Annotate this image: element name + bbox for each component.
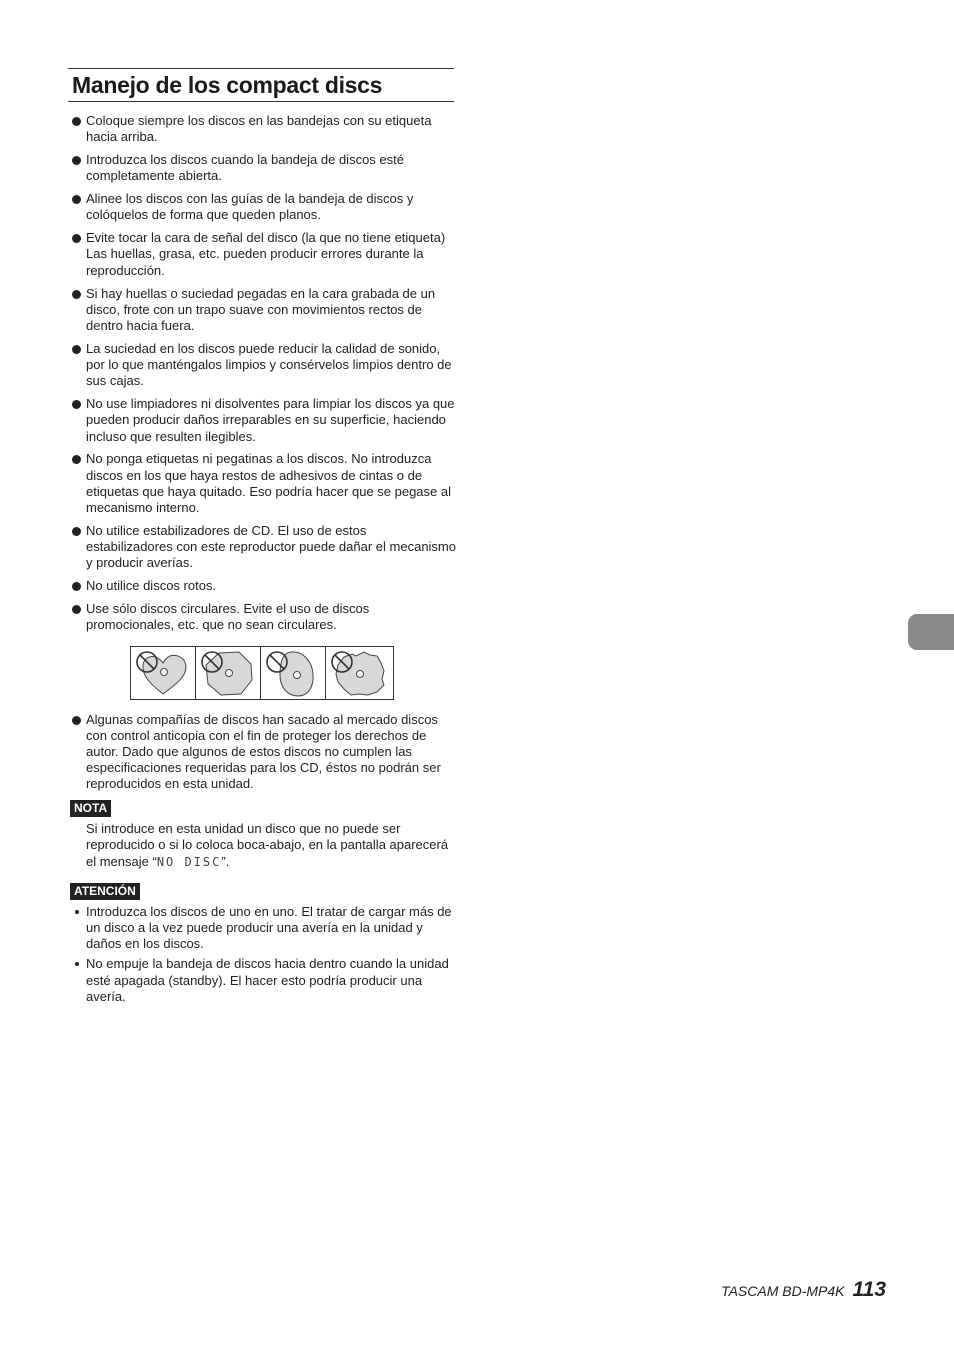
bullet-icon xyxy=(72,455,81,464)
list-item: No ponga etiquetas ni pegatinas a los discos. No introduzca discos en los que haya restos de adhesivos de cintas o de etiquetas que haya quitado. Eso podría hacer que se pegase al mecanismo interno. xyxy=(72,451,456,516)
list-item: Alinee los discos con las guías de la bandeja de discos y colóquelos de forma que queden planos. xyxy=(72,191,456,223)
bullet-icon xyxy=(72,290,81,299)
list-item: Coloque siempre los discos en las bandejas con su etiqueta hacia arriba. xyxy=(72,113,456,145)
list-item: No empuje la bandeja de discos hacia dentro cuando la unidad esté apagada (standby). El hacer esto podría producir una avería. xyxy=(72,956,456,1005)
bullet-icon xyxy=(72,345,81,354)
footer-brand: TASCAM BD-MP4K xyxy=(721,1283,845,1299)
bullet-icon xyxy=(75,962,79,966)
handling-list xyxy=(72,113,456,634)
list-item: La suciedad en los discos puede reducir la calidad de sonido, por lo que manténgalos limpios y consérvelos limpios dentro de sus cajas. xyxy=(72,341,456,390)
bullet-icon xyxy=(72,582,81,591)
non-circular-discs-figure xyxy=(130,646,394,700)
nota-text: Si introduce en esta unidad un disco que no puede ser reproducido o si lo coloca boca-abajo, en la pantalla aparecerá el mensaje “NO DISC”. xyxy=(86,821,449,869)
section-tab xyxy=(908,614,954,650)
list-item: Introduzca los discos de uno en uno. El tratar de cargar más de un disco a la vez puede producir una avería en la unidad y daños en los discos. xyxy=(72,904,456,953)
copy-control-list xyxy=(72,712,456,793)
bullet-icon xyxy=(75,910,79,914)
nota-label: NOTA xyxy=(70,800,111,817)
list-item: Algunas compañías de discos han sacado al mercado discos con control anticopia con el fin de proteger los derechos de autor. Dado que algunos de estos discos no cumplen las especificaciones requeridas para los CD, éstos no podrán ser reproducidos en esta unidad. xyxy=(72,712,456,793)
bullet-icon xyxy=(72,716,81,725)
page-number: 113 xyxy=(852,1278,886,1301)
section-header xyxy=(68,68,454,102)
bullet-icon xyxy=(72,527,81,536)
display-message: NO DISC xyxy=(156,854,222,869)
bullet-icon xyxy=(72,117,81,126)
prohibited-heart-disc-icon xyxy=(131,647,196,699)
list-item: Si hay huellas o suciedad pegadas en la cara grabada de un disco, frote con un trapo suave con movimientos rectos de dentro hacia fuera. xyxy=(72,286,456,335)
bullet-icon xyxy=(72,605,81,614)
page-footer xyxy=(721,1278,886,1302)
list-item: No utilice discos rotos. xyxy=(72,578,456,594)
prohibited-octagon-disc-icon xyxy=(196,647,261,699)
list-item: Evite tocar la cara de señal del disco (la que no tiene etiqueta) Las huellas, grasa, etc. pueden producir errores durante la reproducción. xyxy=(72,230,456,279)
atencion-list xyxy=(72,904,456,1005)
list-item: No use limpiadores ni disolventes para limpiar los discos ya que pueden producir daños irreparables en su superficie, haciendo incluso que resulten ilegibles. xyxy=(72,396,456,445)
bullet-icon xyxy=(72,195,81,204)
atencion-block xyxy=(70,882,456,900)
prohibited-irregular-disc-icon xyxy=(326,647,391,699)
bullet-icon xyxy=(72,400,81,409)
bullet-icon xyxy=(72,156,81,165)
page-title: Manejo de los compact discs xyxy=(72,72,383,98)
list-item: Use sólo discos circulares. Evite el uso de discos promocionales, etc. que no sean circulares. xyxy=(72,601,456,633)
list-item: Introduzca los discos cuando la bandeja de discos esté completamente abierta. xyxy=(72,152,456,184)
nota-block xyxy=(70,799,456,817)
main-content xyxy=(72,113,456,1009)
list-item: No utilice estabilizadores de CD. El uso de estos estabilizadores con este reproductor puede dañar el mecanismo y producir averías. xyxy=(72,523,456,572)
bullet-icon xyxy=(72,234,81,243)
prohibited-oval-disc-icon xyxy=(261,647,326,699)
atencion-label: ATENCIÓN xyxy=(70,883,140,900)
